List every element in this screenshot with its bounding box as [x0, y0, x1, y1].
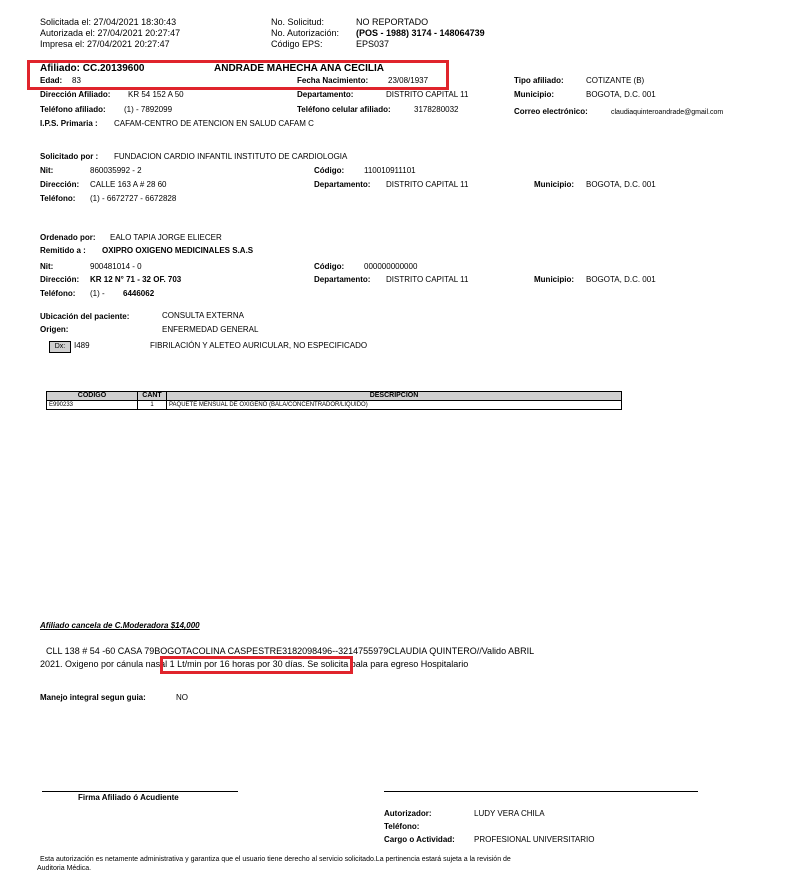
ordenado-telefono-label: Teléfono:: [40, 289, 76, 298]
tipo-afiliado-value: COTIZANTE (B): [586, 76, 645, 85]
ubicacion-label: Ubicación del paciente:: [40, 312, 130, 321]
firma-afiliado-label: Firma Afiliado ó Acudiente: [78, 793, 179, 802]
solicitado-municipio-value: BOGOTA, D.C. 001: [586, 180, 656, 189]
tipo-afiliado-label: Tipo afiliado:: [514, 76, 564, 85]
observacion-linea-2-a: 2021. Oxigeno por cánula: [40, 659, 146, 669]
ordenado-codigo-label: Código:: [314, 262, 345, 271]
col-codigo: CODIGO: [47, 392, 138, 401]
firma-afiliado-line: [42, 791, 238, 792]
solicitado-nit-value: 860035992 - 2: [90, 166, 142, 175]
correo-value: claudiaquinteroandrade@gmail.com: [611, 109, 724, 116]
afiliado-id: Afiliado: CC.20139600: [40, 63, 145, 74]
item-descripcion: PAQUETE MENSUAL DE OXIGENO (BALA/CONCENTRADOR/LIQUIDO): [167, 401, 622, 410]
telefono-afiliado-value: (1) - 7892099: [124, 105, 173, 114]
no-solicitud-label: No. Solicitud:: [271, 17, 325, 27]
municipio-afiliado-value: BOGOTA, D.C. 001: [586, 90, 656, 99]
remitido-label: Remitido a :: [40, 246, 86, 255]
col-cant: CANT: [138, 392, 167, 401]
ordenado-direccion-label: Dirección:: [40, 275, 80, 284]
ordenado-codigo-value: 000000000000: [364, 262, 418, 271]
no-autorizacion-label: No. Autorización:: [271, 28, 340, 38]
item-cant: 1: [138, 401, 167, 410]
fecha-nac-value: 23/08/1937: [388, 76, 429, 85]
codigo-eps-label: Código EPS:: [271, 39, 323, 49]
observacion-linea-1: CLL 138 # 54 -60 CASA 79BOGOTACOLINA CASPESTRE3182098496--3214755979CLAUDIA QUINTERO//Valido ABRIL: [46, 646, 535, 656]
direccion-afiliado-value: KR 54 152 A 50: [128, 90, 184, 99]
cuota-moderadora: Afiliado cancela de C.Moderadora $14,000: [40, 621, 200, 630]
ordenado-value: EALO TAPIA JORGE ELIECER: [110, 233, 222, 242]
codigo-eps-value: EPS037: [356, 39, 390, 49]
ordenado-nit-value: 900481014 - 0: [90, 262, 142, 271]
afiliado-nombre: ANDRADE MAHECHA ANA CECILIA: [214, 63, 384, 74]
solicitado-telefono-label: Teléfono:: [40, 194, 76, 203]
solicitado-municipio-label: Municipio:: [534, 180, 574, 189]
manejo-label: Manejo integral segun guia:: [40, 693, 146, 702]
autorizador-telefono-label: Teléfono:: [384, 822, 420, 831]
highlight-dosis: [160, 656, 353, 674]
cargo-value: PROFESIONAL UNIVERSITARIO: [474, 835, 595, 844]
ordenado-depto-label: Departamento:: [314, 275, 371, 284]
no-solicitud-value: NO REPORTADO: [356, 17, 429, 27]
ordenado-label: Ordenado por:: [40, 233, 96, 242]
table-row: [47, 401, 622, 410]
observacion-highlight-text: nasal 1 Lt/min por 16 horas por 30 días.: [145, 659, 305, 669]
autorizador-value: LUDY VERA CHILA: [474, 809, 545, 818]
municipio-afiliado-label: Municipio:: [514, 90, 554, 99]
edad-value: 83: [72, 76, 81, 85]
origen-value: ENFERMEDAD GENERAL: [162, 325, 259, 334]
item-codigo: E990233: [47, 401, 138, 410]
solicitado-codigo-value: 110010911101: [364, 166, 416, 175]
no-autorizacion-value: (POS - 1988) 3174 - 148064739: [356, 28, 485, 38]
ordenado-municipio-label: Municipio:: [534, 275, 574, 284]
fecha-nac-label: Fecha Nacimiento:: [297, 76, 369, 85]
solicitado-nit-label: Nit:: [40, 166, 54, 175]
solicitado-label: Solicitado por :: [40, 152, 99, 161]
solicitado-value: FUNDACION CARDIO INFANTIL INSTITUTO DE CARDIOLOGIA: [114, 152, 348, 161]
ordenado-nit-label: Nit:: [40, 262, 54, 271]
manejo-value: NO: [176, 693, 188, 702]
celular-afiliado-label: Teléfono celular afiliado:: [297, 105, 391, 114]
observacion-linea-2-c: Se solicita bala para egreso Hospitalario: [304, 659, 469, 669]
dx-code: I489: [74, 341, 90, 350]
ubicacion-value: CONSULTA EXTERNA: [162, 311, 244, 320]
autorizador-label: Autorizador:: [384, 809, 432, 818]
depto-afiliado-value: DISTRITO CAPITAL 11: [386, 90, 469, 99]
dx-description: FIBRILACIÓN Y ALETEO AURICULAR, NO ESPECIFICADO: [150, 341, 368, 350]
ips-label: I.P.S. Primaria :: [40, 119, 98, 128]
ordenado-depto-value: DISTRITO CAPITAL 11: [386, 275, 469, 284]
ordenado-direccion-value: KR 12 N° 71 - 32 OF. 703: [90, 275, 182, 284]
ordenado-telefono-value: 6446062: [123, 289, 155, 298]
col-descripcion: DESCRIPCION: [167, 392, 622, 401]
solicitado-depto-label: Departamento:: [314, 180, 371, 189]
solicitado-direccion-label: Dirección:: [40, 180, 80, 189]
fecha-autorizada: Autorizada el: 27/04/2021 20:27:47: [40, 28, 181, 38]
solicitado-depto-value: DISTRITO CAPITAL 11: [386, 180, 469, 189]
origen-label: Origen:: [40, 325, 69, 334]
solicitado-direccion-value: CALLE 163 A # 28 60: [90, 180, 167, 189]
fecha-solicitada: Solicitada el: 27/04/2021 18:30:43: [40, 17, 177, 27]
remitido-value: OXIPRO OXIGENO MEDICINALES S.A.S: [102, 246, 254, 255]
correo-label: Correo electrónico:: [514, 107, 588, 116]
dx-label: Dx:: [49, 341, 71, 353]
solicitado-telefono-value: (1) - 6672727 - 6672828: [90, 194, 177, 203]
ordenado-telefono-prefix: (1) -: [90, 289, 105, 298]
footer-disclaimer-2: Auditoria Médica.: [37, 865, 92, 872]
cargo-label: Cargo o Actividad:: [384, 835, 455, 844]
fecha-impresa: Impresa el: 27/04/2021 20:27:47: [40, 39, 170, 49]
telefono-afiliado-label: Teléfono afiliado:: [40, 105, 106, 114]
solicitado-codigo-label: Código:: [314, 166, 345, 175]
footer-disclaimer-1: Esta autorización es netamente administrativa y garantiza que el usuario tiene derecho al servicio solicitado.La pertinencia estará sujeta a la revisión de: [40, 856, 511, 863]
celular-afiliado-value: 3178280032: [414, 105, 459, 114]
edad-label: Edad:: [40, 76, 63, 85]
items-table: [46, 391, 622, 410]
direccion-afiliado-label: Dirección Afiliado:: [40, 90, 111, 99]
ordenado-municipio-value: BOGOTA, D.C. 001: [586, 275, 656, 284]
firma-autorizador-line: [384, 791, 698, 792]
depto-afiliado-label: Departamento:: [297, 90, 354, 99]
ips-value: CAFAM-CENTRO DE ATENCION EN SALUD CAFAM C: [114, 119, 314, 128]
